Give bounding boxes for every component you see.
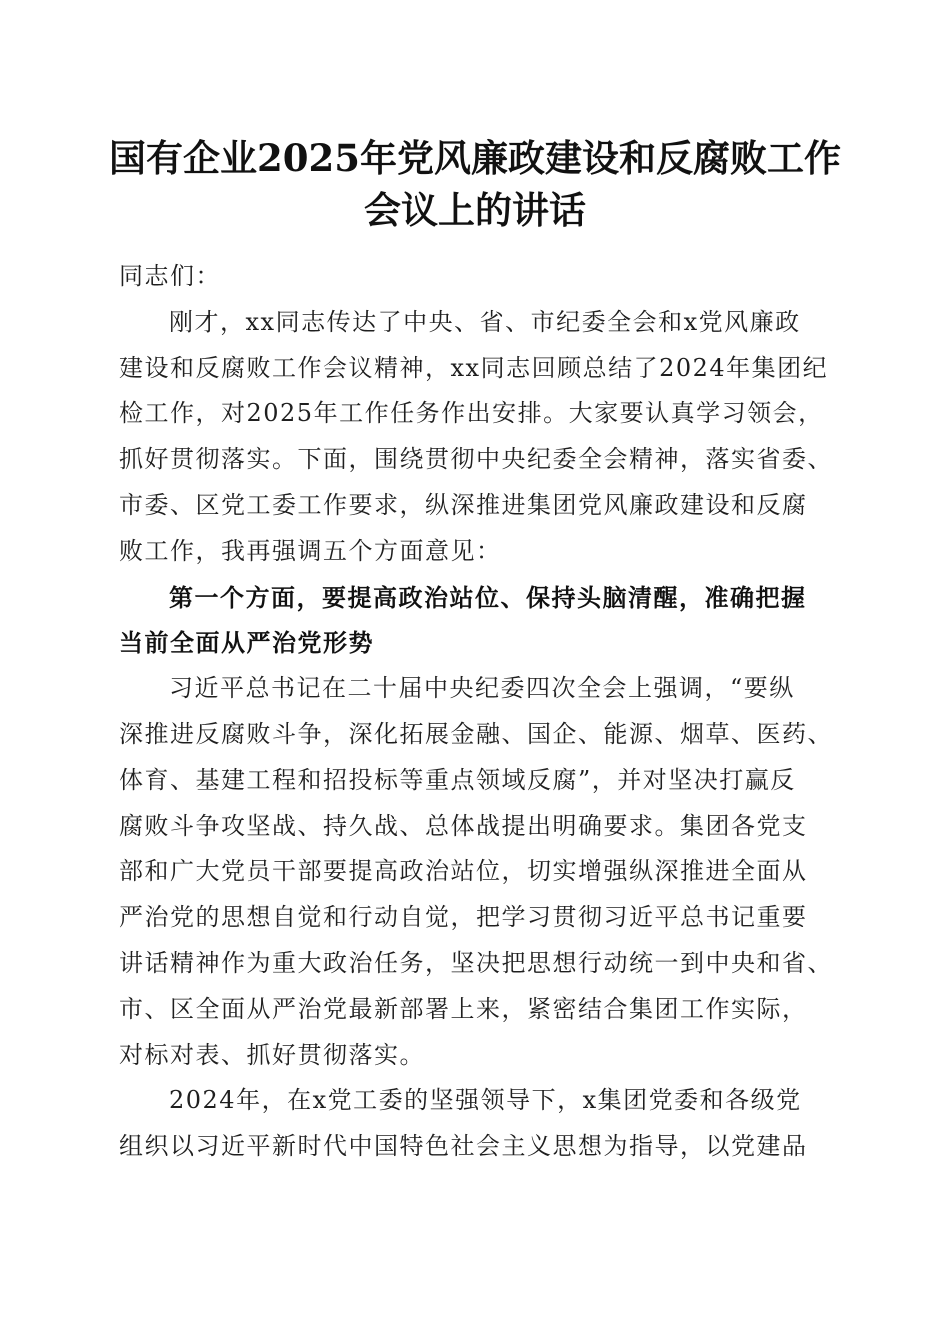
paragraph-2-line: 部和广大党员干部要提高政治站位，切实增强纵深推进全面从 — [119, 857, 808, 886]
paragraph-2-line: 严治党的思想自觉和行动自觉，把学习贯彻习近平总书记重要 — [119, 903, 808, 932]
paragraph-1-line: 刚才，xx同志传达了中央、省、市纪委全会和x党风廉政 — [169, 307, 801, 336]
paragraph-2-line: 体育、基建工程和招投标等重点领域反腐”，并对坚决打赢反 — [119, 765, 796, 794]
paragraph-2-line: 习近平总书记在二十届中央纪委四次全会上强调，“要纵 — [169, 674, 795, 703]
section-heading-line: 当前全面从严治党形势 — [119, 628, 374, 658]
document-title — [100, 132, 850, 236]
document-body — [119, 254, 839, 1170]
title-line-2: 会议上的讲话 — [364, 188, 586, 232]
paragraph-2-line: 对标对表、抓好贯彻落实。 — [119, 1040, 425, 1069]
paragraph-2-line: 讲话精神作为重大政治任务，坚决把思想行动统一到中央和省、 — [119, 948, 833, 977]
salutation: 同志们： — [119, 262, 221, 290]
paragraph-2-line: 市、区全面从严治党最新部署上来，紧密结合集团工作实际， — [119, 994, 808, 1023]
paragraph-2-line: 腐败斗争攻坚战、持久战、总体战提出明确要求。集团各党支 — [119, 811, 808, 840]
paragraph-3-line: 2024年，在x党工委的坚强领导下，x集团党委和各级党 — [169, 1086, 802, 1115]
title-line-1: 国有企业2025年党风廉政建设和反腐败工作 — [109, 136, 841, 180]
paragraph-1-line: 败工作，我再强调五个方面意见： — [119, 536, 502, 565]
paragraph-1-line: 抓好贯彻落实。下面，围绕贯彻中央纪委全会精神，落实省委、 — [119, 445, 833, 474]
paragraph-3-line: 组织以习近平新时代中国特色社会主义思想为指导，以党建品 — [119, 1132, 808, 1161]
section-heading-line: 第一个方面，要提高政治站位、保持头脑清醒，准确把握 — [169, 582, 807, 612]
paragraph-2-line: 深推进反腐败斗争，深化拓展金融、国企、能源、烟草、医药、 — [119, 719, 833, 748]
paragraph-1-line: 检工作，对2025年工作任务作出安排。大家要认真学习领会， — [119, 399, 824, 428]
paragraph-1-line: 建设和反腐败工作会议精神，xx同志回顾总结了2024年集团纪 — [119, 353, 829, 382]
paragraph-1-line: 市委、区党工委工作要求，纵深推进集团党风廉政建设和反腐 — [119, 490, 808, 519]
